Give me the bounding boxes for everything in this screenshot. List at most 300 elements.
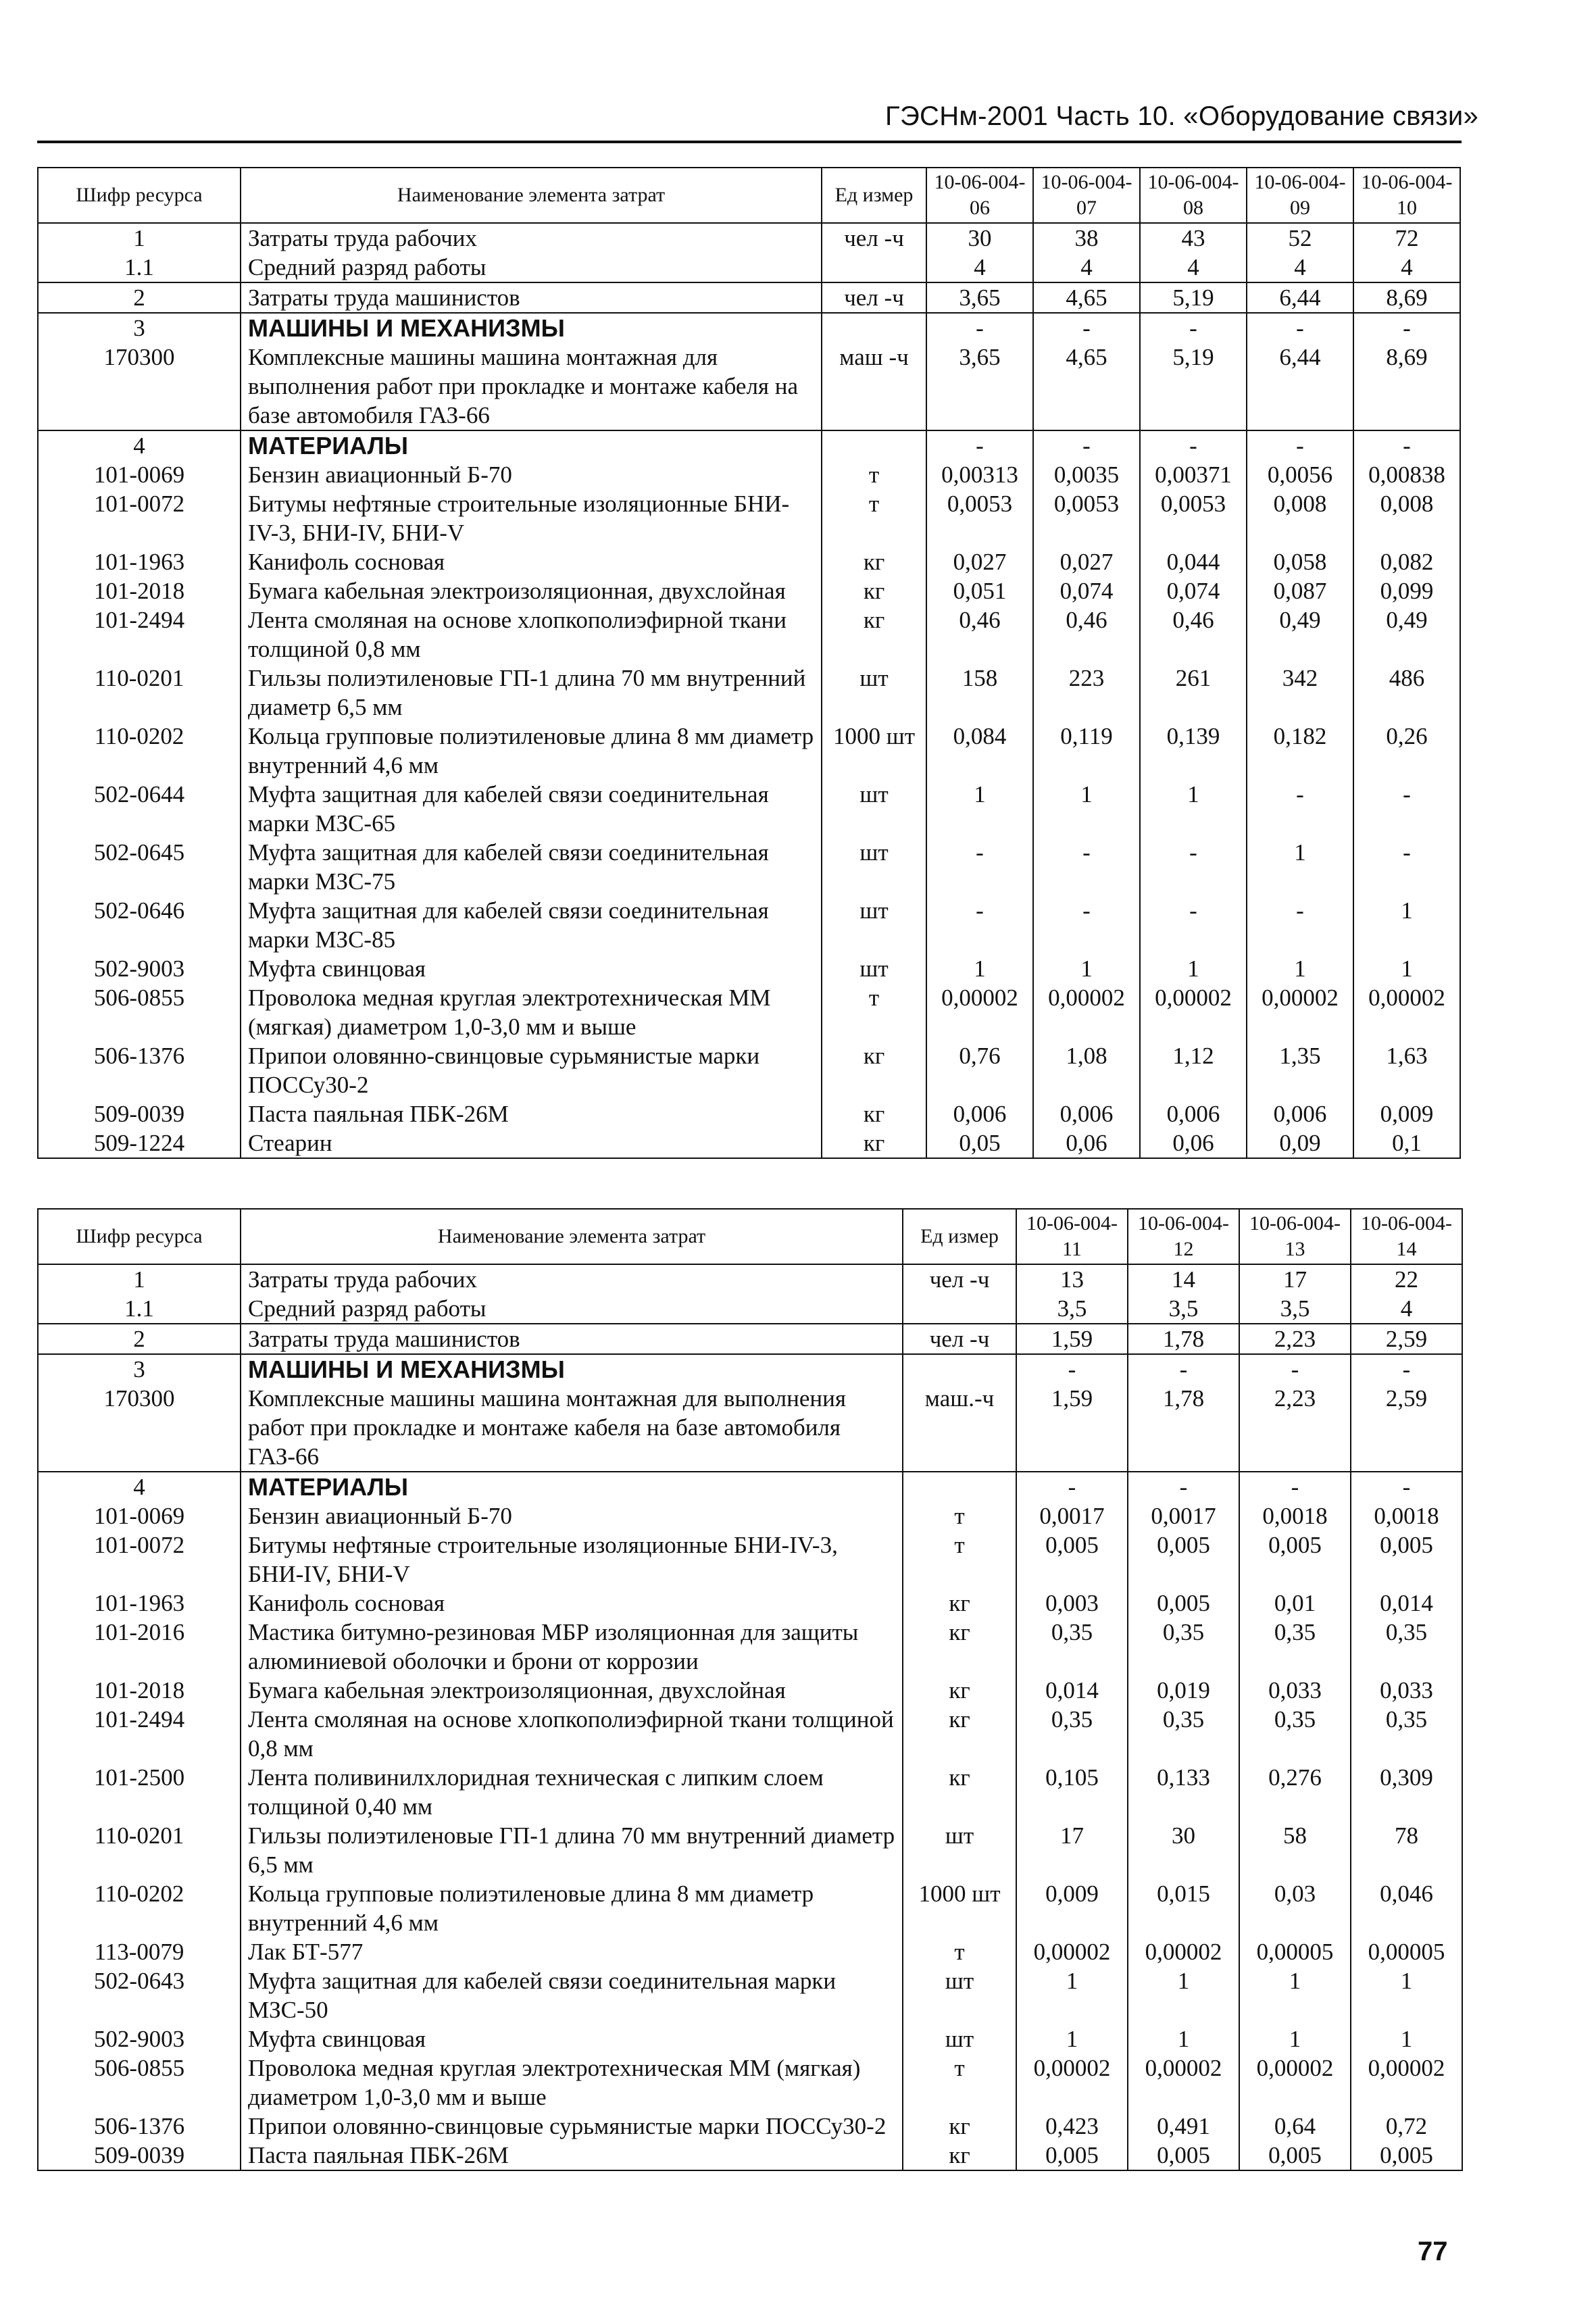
resource-code: 502-9003 bbox=[38, 954, 241, 983]
resource-code: 110-0201 bbox=[38, 1821, 241, 1879]
table-header-row bbox=[38, 1209, 1462, 1264]
column-header: 10-06-004-11 bbox=[1016, 1209, 1128, 1264]
table-row bbox=[38, 664, 1460, 722]
norm-value: - bbox=[926, 838, 1033, 896]
norm-value: 0,008 bbox=[1353, 489, 1460, 547]
norm-value: 0,009 bbox=[1016, 1879, 1128, 1937]
norm-value: 0,084 bbox=[926, 722, 1033, 780]
column-header: 10-06-004-07 bbox=[1033, 168, 1140, 223]
norm-value: 5,19 bbox=[1140, 282, 1247, 313]
norm-value: 1 bbox=[1247, 838, 1353, 896]
norm-value: 0,082 bbox=[1353, 547, 1460, 576]
norm-value: - bbox=[1033, 838, 1140, 896]
norm-value: 52 bbox=[1247, 223, 1353, 253]
norm-value: 2,23 bbox=[1239, 1324, 1351, 1354]
resource-code: 506-0855 bbox=[38, 983, 241, 1041]
resource-code: 101-0069 bbox=[38, 460, 241, 489]
norm-value: 0,006 bbox=[1033, 1099, 1140, 1128]
table-row bbox=[38, 1676, 1462, 1705]
norm-value: 38 bbox=[1033, 223, 1140, 253]
norm-value: 1 bbox=[1353, 896, 1460, 954]
norm-value: - bbox=[1140, 313, 1247, 343]
norm-value: 43 bbox=[1140, 223, 1247, 253]
norm-value: 0,00005 bbox=[1239, 1937, 1351, 1966]
cost-element-name: Затраты труда машинистов bbox=[241, 1324, 903, 1354]
resource-code: 110-0202 bbox=[38, 722, 241, 780]
unit-of-measure: шт bbox=[822, 954, 926, 983]
norm-value: 1 bbox=[1128, 1966, 1239, 2024]
table-row bbox=[38, 1384, 1462, 1472]
table-row bbox=[38, 547, 1460, 576]
norm-value: - bbox=[1353, 838, 1460, 896]
unit-of-measure bbox=[903, 1472, 1016, 1501]
norm-value: - bbox=[1128, 1472, 1239, 1501]
norm-value: 0,35 bbox=[1351, 1618, 1462, 1676]
section-heading: МАТЕРИАЛЫ bbox=[241, 1472, 903, 1501]
resource-code: 502-0643 bbox=[38, 1966, 241, 2024]
norm-value: 1 bbox=[1353, 954, 1460, 983]
table-row bbox=[38, 1937, 1462, 1966]
norm-value: 1 bbox=[926, 780, 1033, 838]
cost-element-name: Бумага кабельная электроизоляционная, двухслойная bbox=[241, 1676, 903, 1705]
table-row bbox=[38, 1501, 1462, 1530]
unit-of-measure: кг bbox=[903, 1676, 1016, 1705]
table-row bbox=[38, 2141, 1462, 2170]
norm-value: 1 bbox=[1239, 2024, 1351, 2053]
table-row bbox=[38, 1041, 1460, 1099]
table-row bbox=[38, 430, 1460, 460]
norm-value: - bbox=[1016, 1472, 1128, 1501]
cost-element-name: Мастика битумно-резиновая МБР изоляционная для защиты алюминиевой оболочки и брони от коррозии bbox=[241, 1618, 903, 1676]
norm-value: - bbox=[1351, 1354, 1462, 1384]
resource-code: 2 bbox=[38, 282, 241, 313]
table-row bbox=[38, 576, 1460, 605]
norm-value: - bbox=[1351, 1472, 1462, 1501]
norm-value: 0,46 bbox=[1140, 605, 1247, 664]
cost-element-name: Канифоль сосновая bbox=[241, 1589, 903, 1618]
resource-table-2 bbox=[37, 1208, 1463, 2171]
cost-element-name: Бензин авиационный Б-70 bbox=[241, 460, 822, 489]
unit-of-measure: т bbox=[822, 983, 926, 1041]
cost-element-name: Проволока медная круглая электротехническая ММ (мягкая) диаметром 1,0-3,0 мм и выше bbox=[241, 2053, 903, 2112]
unit-of-measure: чел -ч bbox=[822, 282, 926, 313]
unit-of-measure: шт bbox=[903, 2024, 1016, 2053]
table-row bbox=[38, 1618, 1462, 1676]
cost-element-name: Муфта защитная для кабелей связи соединительная марки МЗС-50 bbox=[241, 1966, 903, 2024]
norm-value: - bbox=[926, 896, 1033, 954]
norm-value: 0,005 bbox=[1351, 2141, 1462, 2170]
norm-value: 1 bbox=[926, 954, 1033, 983]
resource-code: 3 bbox=[38, 313, 241, 343]
table-row bbox=[38, 2024, 1462, 2053]
norm-value: 1,78 bbox=[1128, 1384, 1239, 1472]
norm-value: 0,005 bbox=[1351, 1530, 1462, 1589]
unit-of-measure: кг bbox=[822, 576, 926, 605]
norm-value: - bbox=[1247, 313, 1353, 343]
norm-value: 0,76 bbox=[926, 1041, 1033, 1099]
norm-value: 0,35 bbox=[1128, 1705, 1239, 1763]
norm-value: 3,5 bbox=[1128, 1294, 1239, 1324]
norm-value: 0,027 bbox=[926, 547, 1033, 576]
table-row bbox=[38, 1354, 1462, 1384]
norm-value: 3,65 bbox=[926, 282, 1033, 313]
column-header: 10-06-004-13 bbox=[1239, 1209, 1351, 1264]
table-row bbox=[38, 838, 1460, 896]
cost-element-name: Затраты труда машинистов bbox=[241, 282, 822, 313]
column-header: 10-06-004-14 bbox=[1351, 1209, 1462, 1264]
resource-code: 101-1963 bbox=[38, 547, 241, 576]
norm-value: 1,78 bbox=[1128, 1324, 1239, 1354]
table-row bbox=[38, 983, 1460, 1041]
cost-element-name: Средний разряд работы bbox=[241, 253, 822, 282]
resource-code: 170300 bbox=[38, 1384, 241, 1472]
norm-value: 0,133 bbox=[1128, 1763, 1239, 1821]
unit-of-measure bbox=[822, 253, 926, 282]
norm-value: 0,00002 bbox=[1351, 2053, 1462, 2112]
resource-code: 1 bbox=[38, 1264, 241, 1294]
cost-element-name: Кольца групповые полиэтиленовые длина 8 мм диаметр внутренний 4,6 мм bbox=[241, 722, 822, 780]
cost-element-name: Припои оловянно-свинцовые сурьмянистые марки ПОССу30-2 bbox=[241, 2112, 903, 2141]
norm-value: 0,00313 bbox=[926, 460, 1033, 489]
table-row bbox=[38, 2112, 1462, 2141]
norm-value: 0,014 bbox=[1016, 1676, 1128, 1705]
table-row bbox=[38, 1966, 1462, 2024]
cost-element-name: Муфта свинцовая bbox=[241, 2024, 903, 2053]
unit-of-measure: маш.-ч bbox=[903, 1384, 1016, 1472]
unit-of-measure: чел -ч bbox=[822, 223, 926, 253]
column-header: Наименование элемента затрат bbox=[241, 168, 822, 223]
norm-value: - bbox=[1033, 313, 1140, 343]
resource-code: 4 bbox=[38, 430, 241, 460]
table-row bbox=[38, 1763, 1462, 1821]
table-row bbox=[38, 489, 1460, 547]
cost-element-name: Бумага кабельная электроизоляционная, двухслойная bbox=[241, 576, 822, 605]
norm-value: 1,35 bbox=[1247, 1041, 1353, 1099]
resource-code: 506-0855 bbox=[38, 2053, 241, 2112]
unit-of-measure bbox=[822, 430, 926, 460]
resource-code: 101-2018 bbox=[38, 1676, 241, 1705]
cost-element-name: Стеарин bbox=[241, 1128, 822, 1158]
column-header: 10-06-004-09 bbox=[1247, 168, 1353, 223]
norm-value: 4 bbox=[926, 253, 1033, 282]
section-heading: МАТЕРИАЛЫ bbox=[241, 430, 822, 460]
unit-of-measure: шт bbox=[822, 664, 926, 722]
column-header: 10-06-004-12 bbox=[1128, 1209, 1239, 1264]
unit-of-measure bbox=[903, 1354, 1016, 1384]
section-heading: МАШИНЫ И МЕХАНИЗМЫ bbox=[241, 1354, 903, 1384]
norm-value: 1,59 bbox=[1016, 1324, 1128, 1354]
table-row bbox=[38, 343, 1460, 430]
table-row bbox=[38, 1128, 1460, 1158]
norm-value: 0,015 bbox=[1128, 1879, 1239, 1937]
cost-element-name: Комплексные машины машина монтажная для выполнения работ при прокладке и монтаже кабеля на базе автомобиля ГАЗ-66 bbox=[241, 343, 822, 430]
column-header: Шифр ресурса bbox=[38, 168, 241, 223]
norm-value: 1 bbox=[1351, 2024, 1462, 2053]
norm-value: 0,00371 bbox=[1140, 460, 1247, 489]
norm-value: 1 bbox=[1016, 2024, 1128, 2053]
norm-value: 1 bbox=[1247, 954, 1353, 983]
norm-value: 1,59 bbox=[1016, 1384, 1128, 1472]
unit-of-measure: т bbox=[903, 1530, 1016, 1589]
table-row bbox=[38, 780, 1460, 838]
norm-value: 0,26 bbox=[1353, 722, 1460, 780]
norm-value: 30 bbox=[926, 223, 1033, 253]
norm-value: 0,00002 bbox=[1033, 983, 1140, 1041]
norm-value: 0,099 bbox=[1353, 576, 1460, 605]
norm-value: - bbox=[1033, 430, 1140, 460]
unit-of-measure: кг bbox=[903, 1589, 1016, 1618]
table-row bbox=[38, 1530, 1462, 1589]
cost-element-name: Паста паяльная ПБК-26М bbox=[241, 1099, 822, 1128]
resource-code: 1.1 bbox=[38, 1294, 241, 1324]
norm-value: 342 bbox=[1247, 664, 1353, 722]
cost-element-name: Проволока медная круглая электротехническая ММ (мягкая) диаметром 1,0-3,0 мм и выше bbox=[241, 983, 822, 1041]
norm-value: 1,63 bbox=[1353, 1041, 1460, 1099]
resource-code: 113-0079 bbox=[38, 1937, 241, 1966]
norm-value: 0,0053 bbox=[926, 489, 1033, 547]
cost-element-name: Затраты труда рабочих bbox=[241, 1264, 903, 1294]
norm-value: 0,005 bbox=[1016, 2141, 1128, 2170]
norm-value: 0,00002 bbox=[1247, 983, 1353, 1041]
unit-of-measure: шт bbox=[903, 1821, 1016, 1879]
unit-of-measure bbox=[903, 1294, 1016, 1324]
norm-value: 0,009 bbox=[1353, 1099, 1460, 1128]
norm-value: 0,005 bbox=[1128, 2141, 1239, 2170]
norm-value: 0,46 bbox=[1033, 605, 1140, 664]
table-row bbox=[38, 1264, 1462, 1294]
norm-value: 1 bbox=[1140, 954, 1247, 983]
norm-value: 0,033 bbox=[1351, 1676, 1462, 1705]
page-header: ГЭСНм-2001 Часть 10. «Оборудование связи» bbox=[885, 101, 1479, 131]
norm-value: 1 bbox=[1033, 954, 1140, 983]
norm-value: 0,309 bbox=[1351, 1763, 1462, 1821]
norm-value: - bbox=[1353, 780, 1460, 838]
unit-of-measure: шт bbox=[903, 1966, 1016, 2024]
column-header: Наименование элемента затрат bbox=[241, 1209, 903, 1264]
norm-value: - bbox=[1140, 430, 1247, 460]
resource-code: 101-2016 bbox=[38, 1618, 241, 1676]
norm-value: 4 bbox=[1033, 253, 1140, 282]
unit-of-measure: т bbox=[822, 489, 926, 547]
resource-code: 502-0644 bbox=[38, 780, 241, 838]
norm-value: 0,01 bbox=[1239, 1589, 1351, 1618]
unit-of-measure: шт bbox=[822, 780, 926, 838]
norm-value: 6,44 bbox=[1247, 282, 1353, 313]
norm-value: 0,35 bbox=[1239, 1705, 1351, 1763]
page-number: 77 bbox=[1418, 2237, 1448, 2266]
resource-code: 170300 bbox=[38, 343, 241, 430]
norm-value: - bbox=[1239, 1354, 1351, 1384]
cost-element-name: Битумы нефтяные строительные изоляционные БНИ-IV-3, БНИ-IV, БНИ-V bbox=[241, 1530, 903, 1589]
cost-element-name: Кольца групповые полиэтиленовые длина 8 мм диаметр внутренний 4,6 мм bbox=[241, 1879, 903, 1937]
norm-value: 0,1 bbox=[1353, 1128, 1460, 1158]
resource-code: 101-0072 bbox=[38, 1530, 241, 1589]
norm-value: - bbox=[1353, 430, 1460, 460]
norm-value: 3,5 bbox=[1239, 1294, 1351, 1324]
norm-value: 14 bbox=[1128, 1264, 1239, 1294]
unit-of-measure: т bbox=[903, 1501, 1016, 1530]
cost-element-name: Гильзы полиэтиленовые ГП-1 длина 70 мм внутренний диаметр 6,5 мм bbox=[241, 1821, 903, 1879]
norm-value: 0,00002 bbox=[926, 983, 1033, 1041]
table-row bbox=[38, 313, 1460, 343]
norm-value: 0,0017 bbox=[1128, 1501, 1239, 1530]
resource-code: 1 bbox=[38, 223, 241, 253]
resource-code: 101-2018 bbox=[38, 576, 241, 605]
resource-code: 101-2500 bbox=[38, 1763, 241, 1821]
norm-value: 0,00005 bbox=[1351, 1937, 1462, 1966]
norm-value: 0,49 bbox=[1353, 605, 1460, 664]
norm-value: 0,0053 bbox=[1033, 489, 1140, 547]
cost-element-name: Комплексные машины машина монтажная для выполнения работ при прокладке и монтаже кабеля на базе автомобиля ГАЗ-66 bbox=[241, 1384, 903, 1472]
resource-table-1 bbox=[37, 167, 1461, 1159]
cost-element-name: Муфта защитная для кабелей связи соединительная марки МЗС-65 bbox=[241, 780, 822, 838]
norm-value: 0,0035 bbox=[1033, 460, 1140, 489]
norm-value: 0,0018 bbox=[1239, 1501, 1351, 1530]
norm-value: 0,005 bbox=[1239, 1530, 1351, 1589]
table-row bbox=[38, 2053, 1462, 2112]
norm-value: 0,006 bbox=[926, 1099, 1033, 1128]
table-row bbox=[38, 1879, 1462, 1937]
norm-value: 0,00838 bbox=[1353, 460, 1460, 489]
norm-value: 0,0018 bbox=[1351, 1501, 1462, 1530]
cost-element-name: Бензин авиационный Б-70 bbox=[241, 1501, 903, 1530]
norm-value: - bbox=[1247, 780, 1353, 838]
norm-value: 223 bbox=[1033, 664, 1140, 722]
resource-code: 101-0072 bbox=[38, 489, 241, 547]
norm-value: 0,074 bbox=[1033, 576, 1140, 605]
norm-value: 0,35 bbox=[1016, 1705, 1128, 1763]
resource-code: 502-9003 bbox=[38, 2024, 241, 2053]
unit-of-measure: 1000 шт bbox=[903, 1879, 1016, 1937]
norm-value: 0,006 bbox=[1140, 1099, 1247, 1128]
resource-code: 509-1224 bbox=[38, 1128, 241, 1158]
norm-value: 0,05 bbox=[926, 1128, 1033, 1158]
norm-value: 0,0056 bbox=[1247, 460, 1353, 489]
norm-value: 0,00002 bbox=[1239, 2053, 1351, 2112]
norm-value: - bbox=[1128, 1354, 1239, 1384]
norm-value: 17 bbox=[1239, 1264, 1351, 1294]
resource-code: 502-0645 bbox=[38, 838, 241, 896]
norm-value: 2,59 bbox=[1351, 1384, 1462, 1472]
norm-value: 4 bbox=[1247, 253, 1353, 282]
cost-element-name: Припои оловянно-свинцовые сурьмянистые марки ПОССу30-2 bbox=[241, 1041, 822, 1099]
norm-value: 0,105 bbox=[1016, 1763, 1128, 1821]
norm-value: 0,0017 bbox=[1016, 1501, 1128, 1530]
norm-value: 0,008 bbox=[1247, 489, 1353, 547]
norm-value: 0,35 bbox=[1351, 1705, 1462, 1763]
table-row bbox=[38, 605, 1460, 664]
unit-of-measure: шт bbox=[822, 838, 926, 896]
norm-value: 1 bbox=[1140, 780, 1247, 838]
norm-value: 261 bbox=[1140, 664, 1247, 722]
unit-of-measure: маш -ч bbox=[822, 343, 926, 430]
norm-value: 4,65 bbox=[1033, 282, 1140, 313]
header-rule bbox=[37, 141, 1462, 143]
table-row bbox=[38, 282, 1460, 313]
norm-value: 0,046 bbox=[1351, 1879, 1462, 1937]
cost-element-name: Гильзы полиэтиленовые ГП-1 длина 70 мм внутренний диаметр 6,5 мм bbox=[241, 664, 822, 722]
norm-value: 0,35 bbox=[1239, 1618, 1351, 1676]
norm-value: 0,276 bbox=[1239, 1763, 1351, 1821]
norm-value: 4,65 bbox=[1033, 343, 1140, 430]
norm-value: - bbox=[1247, 896, 1353, 954]
table-row bbox=[38, 460, 1460, 489]
cost-element-name: Средний разряд работы bbox=[241, 1294, 903, 1324]
resource-code: 4 bbox=[38, 1472, 241, 1501]
norm-value: 4 bbox=[1353, 253, 1460, 282]
norm-value: - bbox=[1033, 896, 1140, 954]
table-row bbox=[38, 1821, 1462, 1879]
norm-value: 0,49 bbox=[1247, 605, 1353, 664]
cost-element-name: Муфта защитная для кабелей связи соединительная марки МЗС-85 bbox=[241, 896, 822, 954]
norm-value: 6,44 bbox=[1247, 343, 1353, 430]
resource-code: 110-0202 bbox=[38, 1879, 241, 1937]
norm-value: 0,423 bbox=[1016, 2112, 1128, 2141]
norm-value: 1 bbox=[1033, 780, 1140, 838]
norm-value: 0,087 bbox=[1247, 576, 1353, 605]
norm-value: 0,35 bbox=[1128, 1618, 1239, 1676]
norm-value: 2,59 bbox=[1351, 1324, 1462, 1354]
table-row bbox=[38, 954, 1460, 983]
norm-value: 5,19 bbox=[1140, 343, 1247, 430]
column-header: 10-06-004-06 bbox=[926, 168, 1033, 223]
cost-element-name: Муфта свинцовая bbox=[241, 954, 822, 983]
column-header: 10-06-004-10 bbox=[1353, 168, 1460, 223]
column-header: Ед измер bbox=[822, 168, 926, 223]
norm-value: 0,35 bbox=[1016, 1618, 1128, 1676]
norm-value: 0,46 bbox=[926, 605, 1033, 664]
cost-element-name: Лента смоляная на основе хлопкополиэфирной ткани толщиной 0,8 мм bbox=[241, 605, 822, 664]
column-header: Шифр ресурса bbox=[38, 1209, 241, 1264]
norm-value: 0,058 bbox=[1247, 547, 1353, 576]
norm-value: 13 bbox=[1016, 1264, 1128, 1294]
norm-value: 4 bbox=[1140, 253, 1247, 282]
norm-value: - bbox=[926, 313, 1033, 343]
table-row bbox=[38, 1472, 1462, 1501]
norm-value: 0,03 bbox=[1239, 1879, 1351, 1937]
cost-element-name: Затраты труда рабочих bbox=[241, 223, 822, 253]
norm-value: 0,72 bbox=[1351, 2112, 1462, 2141]
norm-value: 0,044 bbox=[1140, 547, 1247, 576]
norm-value: 78 bbox=[1351, 1821, 1462, 1879]
unit-of-measure: кг bbox=[903, 1705, 1016, 1763]
norm-value: 0,033 bbox=[1239, 1676, 1351, 1705]
table-row bbox=[38, 253, 1460, 282]
norm-value: 0,005 bbox=[1128, 1589, 1239, 1618]
unit-of-measure: чел -ч bbox=[903, 1264, 1016, 1294]
unit-of-measure: кг bbox=[822, 1041, 926, 1099]
norm-value: - bbox=[1016, 1354, 1128, 1384]
norm-value: 22 bbox=[1351, 1264, 1462, 1294]
resource-code: 509-0039 bbox=[38, 2141, 241, 2170]
unit-of-measure: кг bbox=[822, 1128, 926, 1158]
unit-of-measure: шт bbox=[822, 896, 926, 954]
norm-value: 2,23 bbox=[1239, 1384, 1351, 1472]
norm-value: 8,69 bbox=[1353, 282, 1460, 313]
norm-value: 72 bbox=[1353, 223, 1460, 253]
table-row bbox=[38, 223, 1460, 253]
norm-value: - bbox=[1353, 313, 1460, 343]
norm-value: 0,182 bbox=[1247, 722, 1353, 780]
norm-value: 17 bbox=[1016, 1821, 1128, 1879]
unit-of-measure bbox=[822, 313, 926, 343]
unit-of-measure: т bbox=[903, 2053, 1016, 2112]
norm-value: 0,074 bbox=[1140, 576, 1247, 605]
resource-code: 2 bbox=[38, 1324, 241, 1354]
resource-code: 506-1376 bbox=[38, 2112, 241, 2141]
norm-value: 8,69 bbox=[1353, 343, 1460, 430]
cost-element-name: Лента смоляная на основе хлопкополиэфирной ткани толщиной 0,8 мм bbox=[241, 1705, 903, 1763]
